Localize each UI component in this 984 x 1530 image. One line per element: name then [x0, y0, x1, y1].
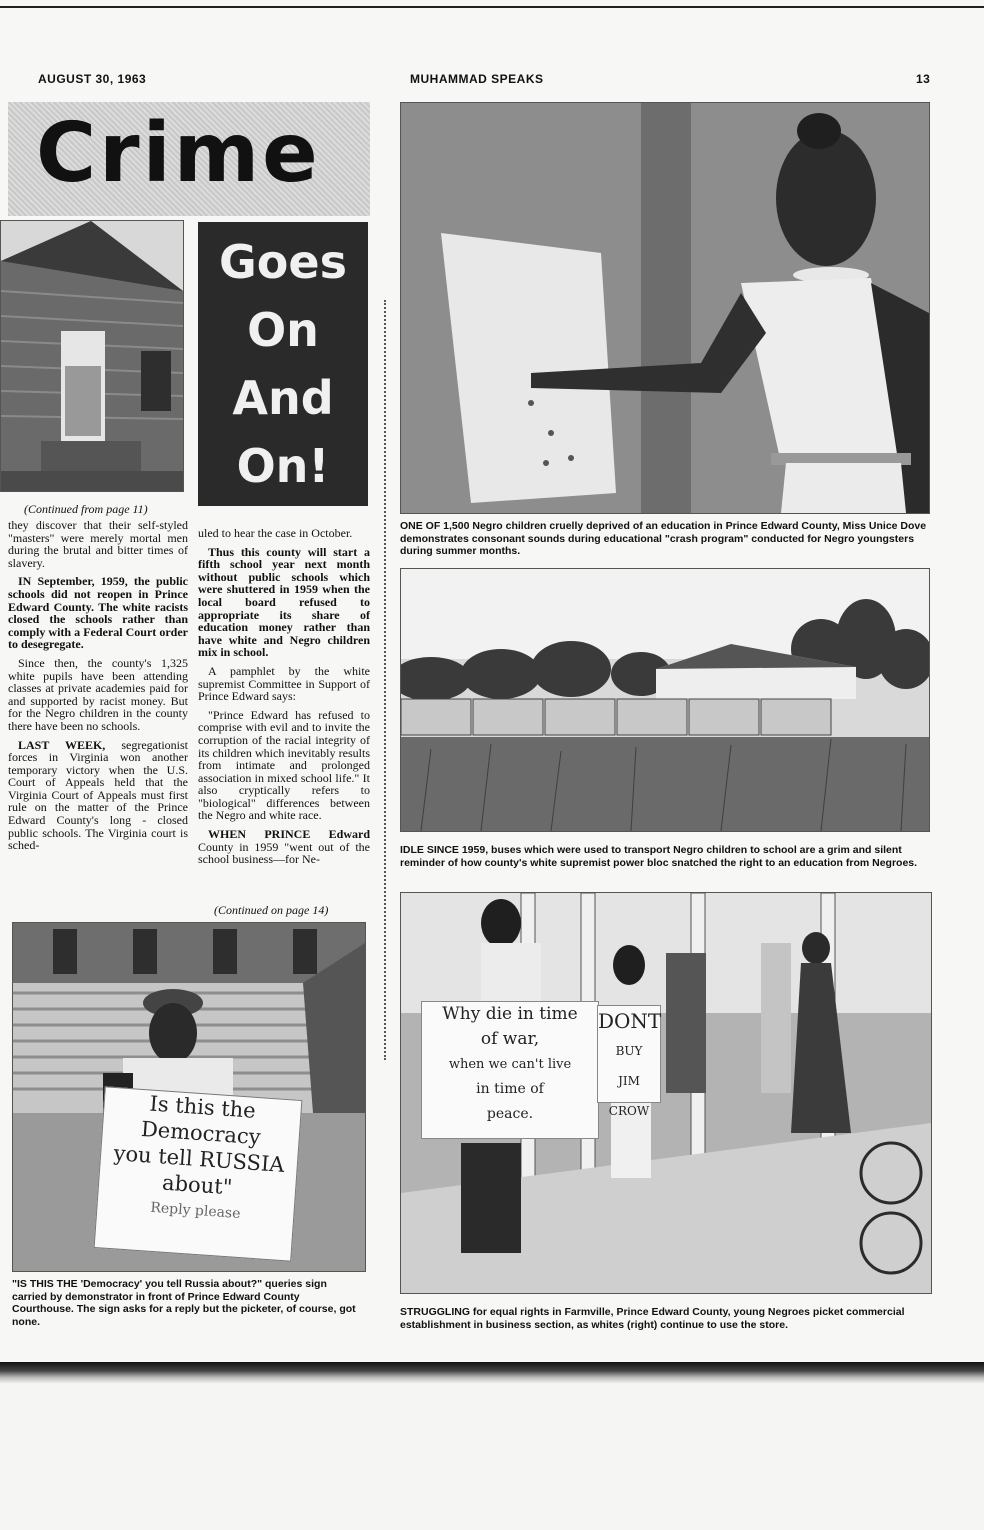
- democracy-sign: Is this the Democracy you tell RUSSIA about" Reply please: [94, 1086, 303, 1261]
- top-rule: [0, 6, 984, 8]
- article-column-1: [8, 519, 188, 858]
- courthouse-picketer-photo: [12, 922, 366, 1272]
- dont-buy-jim-crow-sign: DONT BUY JIM CROW: [597, 1005, 661, 1103]
- courthouse-caption: "IS THIS THE 'Democracy' you tell Russia about?" queries sign carried by demonstrator in front of Prince Edward County Courthouse. The sign asks for a reply but the picketer, of course, got none.: [12, 1278, 356, 1328]
- continued-from: (Continued from page 11): [24, 502, 148, 516]
- idle-buses-photo: [400, 568, 930, 832]
- article-paragraph: WHEN PRINCE Edward County in 1959 "went out of the school business—for Ne-: [198, 827, 370, 867]
- page-bottom-margin: [0, 1384, 984, 1530]
- article-paragraph: "Prince Edward has refused to comprise with evil and to invite the corruption of the racial integrity of its children which inevitably results from intimate and prolonged association in mixed school life." It also cryptically refers to "biological" differences between the Negro and white race.: [198, 707, 370, 823]
- why-die-sign: Why die in time of war, when we can't live in time of peace.: [421, 1001, 599, 1139]
- page-edge-shadow: [0, 1362, 984, 1384]
- article-paragraph: IN September, 1959, the public schools did not reopen in Prince Edward County. The white racists closed the schools rather than comply with a Federal Court order to desegregate.: [8, 574, 188, 652]
- buses-caption: IDLE SINCE 1959, buses which were used to transport Negro children to school are a grim and silent reminder of how county's white supremist power bloc snatched the right to an education from Negroes.: [400, 844, 918, 869]
- issue-date: AUGUST 30, 1963: [38, 72, 147, 86]
- headline-word: On: [247, 303, 319, 357]
- article-paragraph: Since then, the county's 1,325 white pupils have been attending classes at private academies paid for and supported by racist money. But for the Negro children in the county there have been no schools.: [8, 655, 188, 733]
- article-paragraph: they discover that their self-styled "masters" were merely mortal men during the brutal and bitter times of slavery.: [8, 518, 188, 570]
- schoolhouse-photo: [0, 220, 184, 492]
- picket-caption: STRUGGLING for equal rights in Farmville, Prince Edward County, young Negroes picket commercial establishment in business section, as whites (right) continue to use the store.: [400, 1306, 905, 1331]
- column-divider: [384, 300, 386, 1060]
- article-paragraph: uled to hear the case in October.: [198, 526, 353, 540]
- headline-crime: Crime: [36, 106, 321, 201]
- headline-word: On!: [236, 439, 330, 493]
- paragraph-lead: IN September, 1959, the: [18, 574, 150, 589]
- teacher-caption: ONE OF 1,500 Negro children cruelly deprived of an education in Prince Edward County, Miss Unice Dove demonstrates consonant sounds during educational "crash program" conducted for Negro youngsters during summer months.: [400, 520, 927, 557]
- teacher-photo: [400, 102, 930, 514]
- article-paragraph: Thus this county will start a fifth school year next month without public schools which were shuttered in 1959 when the local board refused to appropriate its share of education money rather than have white and Negro children mix in school.: [198, 544, 370, 660]
- continued-on: (Continued on page 14): [214, 903, 329, 917]
- headline-goes-on-box: [198, 222, 368, 506]
- article-column-2: [198, 527, 370, 872]
- paper-name: MUHAMMAD SPEAKS: [410, 72, 544, 86]
- page-number: 13: [916, 72, 931, 86]
- headline-word: And: [232, 371, 334, 425]
- paragraph-lead: WHEN PRINCE Edward: [208, 827, 370, 842]
- article-paragraph: LAST WEEK, segregationist forces in Virginia won another temporary victory when the U.S. Court of Appeals held that the Virginia Court of Appeals must first rule on the matter of the Prince Edward County's long - closed public schools. The Virginia court is sched-: [8, 737, 188, 853]
- picket-line-photo: [400, 892, 932, 1294]
- headline-word: Goes: [219, 235, 347, 289]
- article-paragraph: A pamphlet by the white supremist Committee in Support of Prince Edward says:: [198, 663, 370, 704]
- paragraph-lead: LAST WEEK,: [18, 737, 106, 752]
